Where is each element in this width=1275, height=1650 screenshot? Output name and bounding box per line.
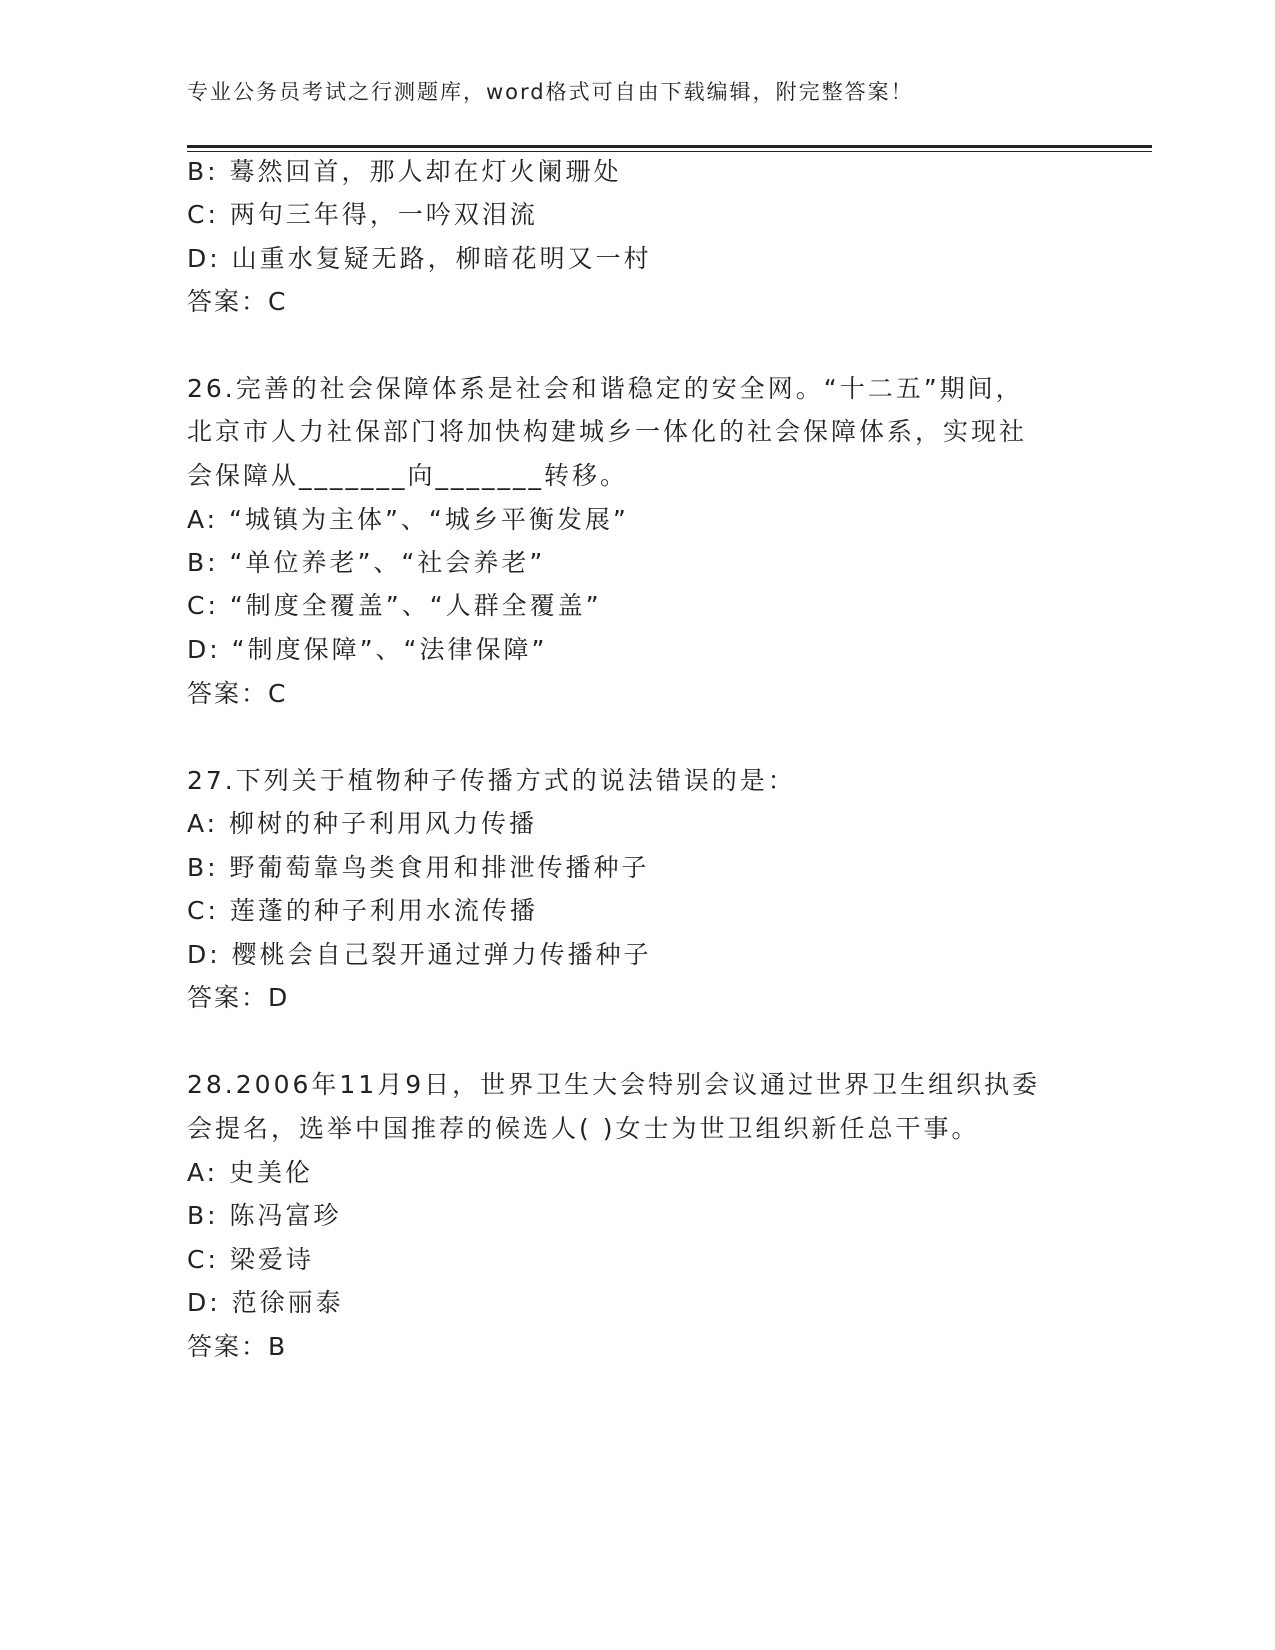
header-rule-thin — [187, 151, 1152, 152]
q28-stem-line-2: 会提名，选举中国推荐的候选人( )女士为世卫组织新任总干事。 — [187, 1114, 980, 1143]
q27-option-c: C: 莲蓬的种子利用水流传播 — [187, 896, 538, 925]
q26-option-c: C: “制度全覆盖”、“人群全覆盖” — [187, 591, 602, 620]
q26-stem-line-3: 会保障从_______向_______转移。 — [187, 461, 629, 490]
q25-option-b: B: 蓦然回首，那人却在灯火阑珊处 — [187, 157, 622, 186]
q28-answer: 答案：B — [187, 1332, 288, 1361]
q26-option-b: B: “单位养老”、“社会养老” — [187, 548, 546, 577]
header-rule-thick — [187, 145, 1152, 148]
q28-option-c: C: 梁爱诗 — [187, 1245, 314, 1274]
q28-option-a: A: 史美伦 — [187, 1158, 314, 1187]
q26-stem-line-1: 26.完善的社会保障体系是社会和谐稳定的安全网。“十二五”期间， — [187, 374, 1024, 403]
q27-option-b: B: 野葡萄靠鸟类食用和排泄传播种子 — [187, 853, 650, 882]
q25-option-c: C: 两句三年得，一吟双泪流 — [187, 200, 538, 229]
q28-stem-line-1: 28.2006年11月9日，世界卫生大会特别会议通过世界卫生组织执委 — [187, 1070, 1041, 1099]
q26-option-a: A: “城镇为主体”、“城乡平衡发展” — [187, 505, 629, 534]
q28-option-b: B: 陈冯富珍 — [187, 1201, 342, 1230]
q27-option-d: D: 樱桃会自己裂开通过弹力传播种子 — [187, 940, 652, 969]
q25-answer: 答案：C — [187, 287, 288, 316]
q26-answer: 答案：C — [187, 679, 288, 708]
page-header: 专业公务员考试之行测题库，word格式可自由下载编辑，附完整答案！ — [187, 80, 914, 104]
q27-option-a: A: 柳树的种子利用风力传播 — [187, 809, 538, 838]
q25-option-d: D: 山重水复疑无路，柳暗花明又一村 — [187, 244, 652, 273]
q27-stem-line-1: 27.下列关于植物种子传播方式的说法错误的是： — [187, 766, 796, 795]
q28-option-d: D: 范徐丽泰 — [187, 1288, 344, 1317]
q26-option-d: D: “制度保障”、“法律保障” — [187, 635, 548, 664]
q27-answer: 答案：D — [187, 983, 290, 1012]
q26-stem-line-2: 北京市人力社保部门将加快构建城乡一体化的社会保障体系，实现社 — [187, 417, 1028, 446]
